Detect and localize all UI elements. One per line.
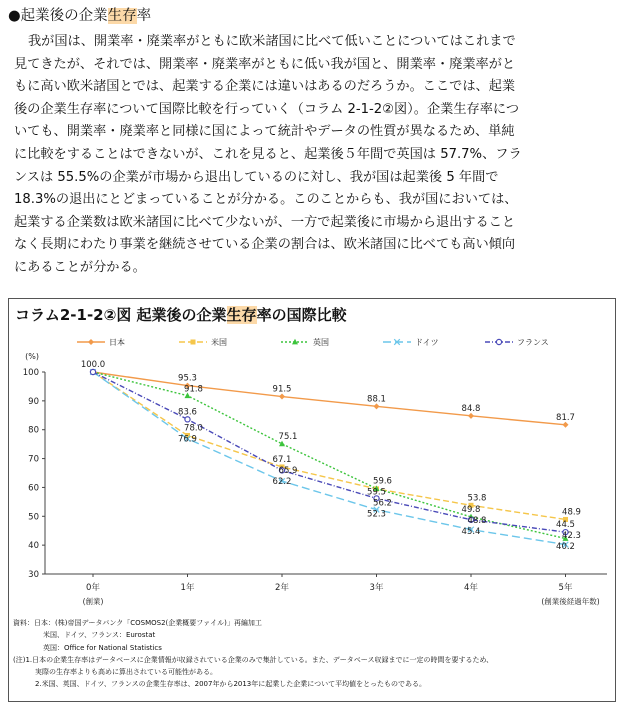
body-line: に比較をすることはできないが、これを見ると、起業後５年間で英国は 57.7%、フラ bbox=[14, 146, 522, 162]
data-label: 100.0 bbox=[80, 360, 106, 370]
data-label: 81.7 bbox=[556, 412, 575, 423]
body-line: もに高い欧米諸国とでは、起業する企業には違いはあるのだろうか。ここでは、起業 bbox=[14, 79, 516, 95]
data-label: 67.1 bbox=[272, 454, 292, 465]
series-line bbox=[93, 372, 566, 539]
note-line: 実際の生存率よりも高めに算出されている可能性がある。 bbox=[35, 668, 217, 677]
x-tick-label: 1年 bbox=[180, 583, 195, 593]
series-line bbox=[93, 372, 566, 425]
body-line: ンスは 55.5%の企業が市場から退出しているのに対し、我が国は起業後 5 年間で bbox=[14, 169, 499, 185]
y-tick-label: 80 bbox=[28, 425, 39, 436]
note-line: (注)1.日本の企業生存率はデータベースに企業情報が収録されている企業のみで集計している。また、データベース収録までに一定の時間を要するため、 bbox=[13, 655, 494, 664]
body-line: なく長期にわたり事業を継続させている企業の割合は、欧米諸国に比べても高い傾向 bbox=[14, 237, 516, 253]
y-tick-label: 90 bbox=[28, 396, 39, 407]
body-paragraph bbox=[14, 31, 612, 280]
x-tick-label: 3年 bbox=[369, 583, 384, 593]
data-label: 91.8 bbox=[184, 384, 203, 395]
legend-label: 英国 bbox=[313, 338, 329, 347]
heading-text-before: 起業後の企業 bbox=[20, 8, 108, 24]
x-tick-label: 4年 bbox=[464, 583, 478, 593]
data-label: 45.4 bbox=[461, 526, 481, 537]
data-label: 53.8 bbox=[467, 493, 487, 504]
figure-title-before: コラム2-1-2②図 起業後の企業 bbox=[15, 306, 227, 324]
y-tick-label: 60 bbox=[28, 483, 39, 494]
legend-label: 米国 bbox=[211, 338, 227, 347]
data-label: 83.6 bbox=[178, 407, 197, 418]
note-line: 2.米国、英国、ドイツ、フランスの企業生存率は、2007年から2013年に起業した企業について平均値をとったものである。 bbox=[35, 680, 426, 689]
x-tick-label: 2年 bbox=[275, 583, 289, 593]
figure-notes bbox=[13, 617, 613, 691]
heading-highlight: 生存 bbox=[107, 8, 137, 24]
body-line: 我が国は、開業率・廃業率がともに欧米諸国に比べて低いことについてはこれまで bbox=[28, 34, 516, 49]
series-line bbox=[93, 372, 566, 519]
y-tick-label: 50 bbox=[28, 512, 39, 523]
series-line bbox=[93, 372, 566, 545]
figure-box bbox=[8, 298, 616, 702]
line-chart bbox=[9, 299, 615, 615]
data-label: 44.5 bbox=[556, 520, 575, 531]
data-label: 84.8 bbox=[461, 403, 481, 414]
note-line: 米国、ドイツ、フランス：Eurostat bbox=[43, 631, 156, 640]
legend-label: ドイツ bbox=[415, 338, 439, 347]
body-line: 後の企業生存率について国際比較を行っていく（コラム 2-1-2②図）。企業生存率につ bbox=[14, 101, 520, 117]
data-label: 48.8 bbox=[467, 515, 487, 526]
x-tick-label: 0年 bbox=[86, 583, 100, 593]
y-tick-label: 70 bbox=[28, 454, 39, 465]
y-tick-label: 30 bbox=[28, 570, 39, 580]
data-label: 42.3 bbox=[562, 531, 581, 542]
data-label: 56.2 bbox=[373, 498, 392, 509]
x-sub-label: (創業) bbox=[82, 597, 104, 606]
legend-marker bbox=[191, 340, 196, 345]
data-label: 91.5 bbox=[272, 384, 292, 395]
heading-text-after: 率 bbox=[136, 8, 152, 24]
data-label: 95.3 bbox=[178, 373, 197, 384]
heading-bullet: ● bbox=[8, 8, 21, 24]
note-line: 英国：Office for National Statistics bbox=[43, 643, 162, 652]
data-label: 40.2 bbox=[556, 542, 575, 553]
legend-label: フランス bbox=[517, 338, 549, 347]
section-heading bbox=[8, 6, 151, 26]
legend-marker bbox=[88, 339, 94, 345]
data-label: 62.2 bbox=[272, 476, 292, 487]
data-label: 78.0 bbox=[184, 423, 203, 434]
series-line bbox=[93, 372, 566, 532]
data-point bbox=[185, 417, 190, 422]
data-label: 59.5 bbox=[367, 487, 386, 498]
body-line: 見てきたが、それでは、開業率・廃業率がともに低い我が国と、開業率・廃業率がと bbox=[14, 56, 516, 72]
body-line: 18.3%の退出にとどまっていることが分かる。このことからも、我が国においては、 bbox=[14, 192, 518, 208]
figure-title-highlight: 生存 bbox=[226, 306, 257, 324]
data-label: 88.1 bbox=[367, 394, 386, 405]
body-line: にあることが分かる。 bbox=[14, 259, 146, 275]
x-sub-label: (創業後経過年数) bbox=[541, 597, 600, 606]
legend-marker bbox=[496, 339, 501, 344]
x-tick-label: 5年 bbox=[558, 583, 573, 593]
y-tick-label: 100 bbox=[22, 368, 39, 378]
data-point bbox=[90, 369, 95, 374]
y-tick-label: 40 bbox=[28, 541, 39, 552]
figure-title-after: 率の国際比較 bbox=[256, 306, 347, 324]
note-line: 資料：日本：(株)帝国データバンク「COSMOS2(企業概要ファイル)」再編加工 bbox=[13, 619, 262, 627]
data-label: 76.9 bbox=[178, 434, 197, 445]
data-label: 52.3 bbox=[367, 509, 386, 520]
legend-label: 日本 bbox=[109, 338, 125, 347]
body-line: 起業する企業数は欧米諸国に比べて少ないが、一方で起業後に市場から退出すること bbox=[14, 214, 516, 230]
body-line: いても、開業率・廃業率と同様に国によって統計やデータの性質が異なるため、単純 bbox=[14, 124, 515, 140]
data-label: 49.8 bbox=[461, 504, 481, 515]
data-label: 59.6 bbox=[373, 476, 392, 487]
data-label: 75.1 bbox=[278, 431, 298, 442]
data-label: 65.9 bbox=[278, 465, 298, 476]
y-axis-label: (%) bbox=[25, 352, 39, 361]
data-label: 48.9 bbox=[562, 507, 581, 518]
